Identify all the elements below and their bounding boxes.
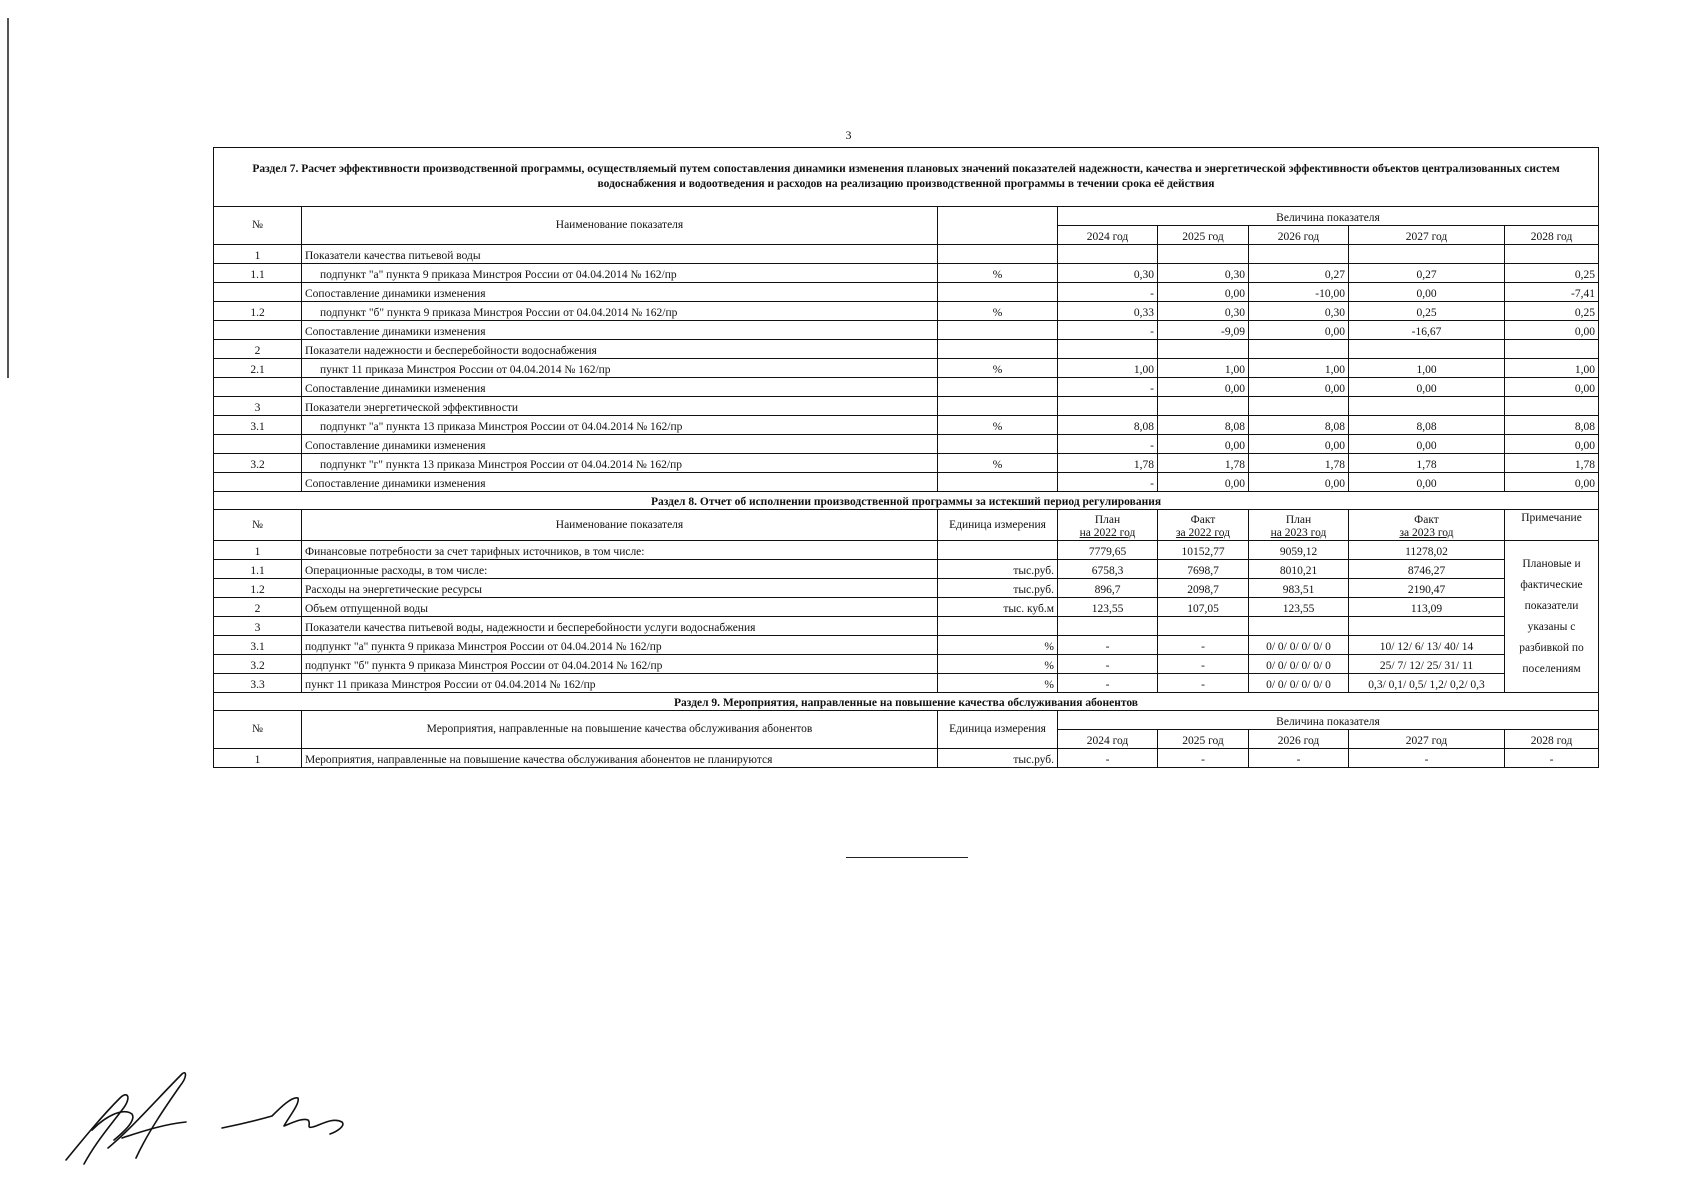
- row-number: 3.2: [214, 454, 302, 473]
- indicator-name: Финансовые потребности за счет тарифных источников, в том числе:: [302, 541, 938, 560]
- unit-cell: %: [938, 674, 1058, 693]
- value-cell: 0,00: [1249, 378, 1349, 397]
- value-cell: 0/ 0/ 0/ 0/ 0/ 0: [1249, 655, 1349, 674]
- row-number: 1.1: [214, 560, 302, 579]
- value-cell: -: [1158, 749, 1249, 768]
- indicator-name: подпункт "б" пункта 9 приказа Минстроя России от 04.04.2014 № 162/пр: [302, 655, 938, 674]
- row-number: 2.1: [214, 359, 302, 378]
- s8-period-header: [1158, 510, 1249, 541]
- s8-period-header: [1249, 510, 1349, 541]
- indicator-name: Сопоставление динамики изменения: [302, 473, 938, 492]
- row-number: [214, 283, 302, 302]
- row-number: 1: [214, 541, 302, 560]
- s7-table-row: [214, 435, 1599, 454]
- s9-year-header: 2024 год: [1058, 730, 1158, 749]
- s7-table-row: [214, 416, 1599, 435]
- value-cell: 0,00: [1505, 435, 1599, 454]
- s8-table-row: [214, 598, 1599, 617]
- s7-table-row: [214, 245, 1599, 264]
- unit-cell: %: [938, 454, 1058, 473]
- s8-period-header: [1349, 510, 1505, 541]
- indicator-name: пункт 11 приказа Минстроя России от 04.04.2014 № 162/пр: [302, 359, 938, 378]
- s7-year-header: 2026 год: [1249, 226, 1349, 245]
- value-cell: [1349, 245, 1505, 264]
- indicator-name: пункт 11 приказа Минстроя России от 04.04.2014 № 162/пр: [302, 674, 938, 693]
- s8-period-header-period: на 2023 год: [1270, 527, 1327, 539]
- unit-cell: тыс.руб.: [938, 579, 1058, 598]
- unit-cell: %: [938, 264, 1058, 283]
- section-9-title: Раздел 9. Мероприятия, направленные на повышение качества обслуживания абонентов: [214, 693, 1599, 711]
- indicator-name: Показатели надежности и бесперебойности водоснабжения: [302, 340, 938, 359]
- row-number: 3.1: [214, 416, 302, 435]
- s8-table-row: [214, 579, 1599, 598]
- row-number: 1.1: [214, 264, 302, 283]
- value-cell: 9059,12: [1249, 541, 1349, 560]
- value-cell: 107,05: [1158, 598, 1249, 617]
- value-cell: [1349, 340, 1505, 359]
- s8-col-note-header: Примечание: [1505, 510, 1599, 541]
- value-cell: [1249, 397, 1349, 416]
- s8-period-header-period: за 2023 год: [1399, 527, 1454, 539]
- value-cell: -: [1505, 749, 1599, 768]
- value-cell: 1,78: [1349, 454, 1505, 473]
- s7-table-row: [214, 359, 1599, 378]
- measure-name: Мероприятия, направленные на повышение качества обслуживания абонентов не планируются: [302, 749, 938, 768]
- value-cell: 25/ 7/ 12/ 25/ 31/ 11: [1349, 655, 1505, 674]
- value-cell: [1249, 617, 1349, 636]
- value-cell: 896,7: [1058, 579, 1158, 598]
- value-cell: 1,78: [1505, 454, 1599, 473]
- s8-table-row: [214, 674, 1599, 693]
- indicator-name: подпункт "г" пункта 13 приказа Минстроя России от 04.04.2014 № 162/пр: [302, 454, 938, 473]
- value-cell: 0,00: [1158, 378, 1249, 397]
- value-cell: [1058, 340, 1158, 359]
- value-cell: 0,00: [1349, 283, 1505, 302]
- value-cell: 113,09: [1349, 598, 1505, 617]
- row-number: 1: [214, 749, 302, 768]
- section-7-title: Раздел 7. Расчет эффективности производственной программы, осуществляемый путем сопоставления динамики изменения плановых значений показателей надежности, качества и энергетической эффективности объектов централизованных систем водоснабжения и водоотведения и расходов на реализацию производственной программы в течении срока её действия: [214, 148, 1599, 207]
- s7-table-row: [214, 283, 1599, 302]
- s9-col-unit-header: Единица измерения: [938, 711, 1058, 749]
- value-cell: 7698,7: [1158, 560, 1249, 579]
- value-cell: -: [1058, 283, 1158, 302]
- s8-col-no-header: №: [214, 510, 302, 541]
- s9-year-header: 2025 год: [1158, 730, 1249, 749]
- value-cell: 0,30: [1058, 264, 1158, 283]
- s8-period-header-period: за 2022 год: [1175, 527, 1231, 539]
- indicator-name: Сопоставление динамики изменения: [302, 378, 938, 397]
- section-9-title-row: [214, 693, 1599, 711]
- value-cell: 1,78: [1158, 454, 1249, 473]
- indicator-name: Показатели качества питьевой воды, надежности и бесперебойности услуги водоснабжения: [302, 617, 938, 636]
- unit-cell: [938, 340, 1058, 359]
- value-cell: 8,08: [1249, 416, 1349, 435]
- s7-year-header: 2028 год: [1505, 226, 1599, 245]
- indicator-name: Расходы на энергетические ресурсы: [302, 579, 938, 598]
- row-number: [214, 473, 302, 492]
- value-cell: 1,00: [1249, 359, 1349, 378]
- indicator-name: Показатели качества питьевой воды: [302, 245, 938, 264]
- value-cell: 0/ 0/ 0/ 0/ 0/ 0: [1249, 674, 1349, 693]
- unit-cell: %: [938, 302, 1058, 321]
- indicator-name: подпункт "а" пункта 9 приказа Минстроя России от 04.04.2014 № 162/пр: [302, 264, 938, 283]
- value-cell: 0,00: [1349, 435, 1505, 454]
- unit-cell: %: [938, 359, 1058, 378]
- s8-col-unit-header: Единица измерения: [938, 510, 1058, 541]
- s8-period-header-kind: План: [1094, 514, 1121, 526]
- row-number: 3.1: [214, 636, 302, 655]
- unit-cell: [938, 321, 1058, 340]
- value-cell: 10/ 12/ 6/ 13/ 40/ 14: [1349, 636, 1505, 655]
- row-number: 1.2: [214, 302, 302, 321]
- unit-cell: [938, 283, 1058, 302]
- s9-year-header: 2028 год: [1505, 730, 1599, 749]
- section-7-title-row: [214, 148, 1599, 207]
- indicator-name: подпункт "б" пункта 9 приказа Минстроя России от 04.04.2014 № 162/пр: [302, 302, 938, 321]
- closing-rule: [846, 857, 968, 858]
- row-number: 3: [214, 617, 302, 636]
- value-cell: 0,00: [1158, 435, 1249, 454]
- value-cell: -16,67: [1349, 321, 1505, 340]
- value-cell: 0,00: [1158, 283, 1249, 302]
- value-cell: [1058, 617, 1158, 636]
- indicator-name: подпункт "а" пункта 13 приказа Минстроя России от 04.04.2014 № 162/пр: [302, 416, 938, 435]
- s7-table-row: [214, 397, 1599, 416]
- value-cell: -9,09: [1158, 321, 1249, 340]
- value-cell: 10152,77: [1158, 541, 1249, 560]
- value-cell: [1249, 245, 1349, 264]
- row-number: [214, 435, 302, 454]
- s8-table-row: [214, 636, 1599, 655]
- indicator-name: Сопоставление динамики изменения: [302, 435, 938, 454]
- s7-table-row: [214, 378, 1599, 397]
- value-cell: 8,08: [1505, 416, 1599, 435]
- value-cell: 0,27: [1349, 264, 1505, 283]
- s8-note: Плановые и фактические показатели указаны с разбивкой по поселениям: [1505, 541, 1599, 693]
- s9-year-header: 2026 год: [1249, 730, 1349, 749]
- value-cell: [1158, 397, 1249, 416]
- value-cell: 983,51: [1249, 579, 1349, 598]
- s9-year-header: 2027 год: [1349, 730, 1505, 749]
- value-cell: 0,3/ 0,1/ 0,5/ 1,2/ 0,2/ 0,3: [1349, 674, 1505, 693]
- value-cell: -: [1349, 749, 1505, 768]
- value-cell: -10,00: [1249, 283, 1349, 302]
- s8-table-row: [214, 560, 1599, 579]
- value-cell: -: [1058, 749, 1158, 768]
- value-cell: -: [1058, 674, 1158, 693]
- value-cell: 0,27: [1249, 264, 1349, 283]
- s9-table-row: [214, 749, 1599, 768]
- handwritten-signature: [62, 1068, 422, 1178]
- s7-col-unit-header: [938, 207, 1058, 245]
- s7-year-header: 2024 год: [1058, 226, 1158, 245]
- row-number: 2: [214, 340, 302, 359]
- indicator-name: подпункт "а" пункта 9 приказа Минстроя России от 04.04.2014 № 162/пр: [302, 636, 938, 655]
- s8-table-row: [214, 541, 1599, 560]
- value-cell: 0,00: [1349, 473, 1505, 492]
- unit-cell: [938, 245, 1058, 264]
- s8-period-header-kind: Факт: [1190, 514, 1216, 526]
- report-table-body: [214, 148, 1599, 768]
- s8-table-row: [214, 617, 1599, 636]
- value-cell: 2098,7: [1158, 579, 1249, 598]
- report-sheet: [213, 147, 1598, 768]
- value-cell: 0,00: [1505, 321, 1599, 340]
- value-cell: -: [1158, 636, 1249, 655]
- section-8-header-row: [214, 510, 1599, 541]
- s7-col-value-header: Величина показателя: [1058, 207, 1599, 226]
- row-number: [214, 321, 302, 340]
- unit-cell: [938, 473, 1058, 492]
- s8-period-header: [1058, 510, 1158, 541]
- s7-table-row: [214, 264, 1599, 283]
- unit-cell: [938, 378, 1058, 397]
- s7-col-no-header: №: [214, 207, 302, 245]
- section-8-title-row: [214, 492, 1599, 510]
- s7-table-row: [214, 340, 1599, 359]
- section-8-title: Раздел 8. Отчет об исполнении производственной программы за истекший период регулирования: [214, 492, 1599, 510]
- value-cell: 8746,27: [1349, 560, 1505, 579]
- s7-year-header: 2027 год: [1349, 226, 1505, 245]
- value-cell: -: [1058, 321, 1158, 340]
- s8-period-header-period: на 2022 год: [1079, 527, 1136, 539]
- s7-table-row: [214, 454, 1599, 473]
- value-cell: 8010,21: [1249, 560, 1349, 579]
- value-cell: [1249, 340, 1349, 359]
- value-cell: -: [1058, 655, 1158, 674]
- row-number: 3.3: [214, 674, 302, 693]
- value-cell: [1158, 340, 1249, 359]
- value-cell: 0,25: [1349, 302, 1505, 321]
- value-cell: 0,30: [1158, 302, 1249, 321]
- value-cell: 8,08: [1349, 416, 1505, 435]
- s8-period-header-kind: Факт: [1414, 514, 1439, 526]
- row-number: 1.2: [214, 579, 302, 598]
- unit-cell: [938, 541, 1058, 560]
- value-cell: -: [1158, 655, 1249, 674]
- value-cell: 8,08: [1058, 416, 1158, 435]
- value-cell: [1505, 245, 1599, 264]
- indicator-name: Показатели энергетической эффективности: [302, 397, 938, 416]
- row-number: 3: [214, 397, 302, 416]
- value-cell: 1,00: [1349, 359, 1505, 378]
- row-number: 1: [214, 245, 302, 264]
- s7-year-header: 2025 год: [1158, 226, 1249, 245]
- value-cell: 0/ 0/ 0/ 0/ 0/ 0: [1249, 636, 1349, 655]
- value-cell: 1,00: [1158, 359, 1249, 378]
- value-cell: 123,55: [1249, 598, 1349, 617]
- value-cell: 0,30: [1249, 302, 1349, 321]
- value-cell: 0,00: [1505, 378, 1599, 397]
- value-cell: 0,00: [1158, 473, 1249, 492]
- value-cell: 0,25: [1505, 264, 1599, 283]
- s8-table-row: [214, 655, 1599, 674]
- indicator-name: Объем отпущенной воды: [302, 598, 938, 617]
- row-number: 3.2: [214, 655, 302, 674]
- value-cell: 0,00: [1249, 435, 1349, 454]
- value-cell: 6758,3: [1058, 560, 1158, 579]
- unit-cell: %: [938, 636, 1058, 655]
- value-cell: -: [1058, 378, 1158, 397]
- value-cell: [1349, 397, 1505, 416]
- value-cell: 1,78: [1058, 454, 1158, 473]
- s9-col-name-header: Мероприятия, направленные на повышение качества обслуживания абонентов: [302, 711, 938, 749]
- s9-col-no-header: №: [214, 711, 302, 749]
- value-cell: 1,78: [1249, 454, 1349, 473]
- value-cell: [1349, 617, 1505, 636]
- s7-col-name-header: Наименование показателя: [302, 207, 938, 245]
- value-cell: [1158, 617, 1249, 636]
- s8-period-header-kind: План: [1285, 514, 1312, 526]
- value-cell: 0,25: [1505, 302, 1599, 321]
- unit-cell: %: [938, 416, 1058, 435]
- value-cell: 0,00: [1249, 473, 1349, 492]
- value-cell: 2190,47: [1349, 579, 1505, 598]
- unit-cell: тыс.руб.: [938, 560, 1058, 579]
- value-cell: -: [1249, 749, 1349, 768]
- row-number: [214, 378, 302, 397]
- value-cell: [1058, 245, 1158, 264]
- section-9-header-row-1: [214, 711, 1599, 730]
- value-cell: -: [1058, 435, 1158, 454]
- value-cell: -: [1058, 473, 1158, 492]
- indicator-name: Операционные расходы, в том числе:: [302, 560, 938, 579]
- value-cell: 0,30: [1158, 264, 1249, 283]
- s8-col-name-header: Наименование показателя: [302, 510, 938, 541]
- unit-cell: тыс. куб.м: [938, 598, 1058, 617]
- value-cell: [1158, 245, 1249, 264]
- value-cell: 1,00: [1058, 359, 1158, 378]
- unit-cell: [938, 435, 1058, 454]
- value-cell: -7,41: [1505, 283, 1599, 302]
- left-margin-line: [7, 18, 9, 378]
- value-cell: [1505, 397, 1599, 416]
- value-cell: -: [1058, 636, 1158, 655]
- value-cell: 123,55: [1058, 598, 1158, 617]
- s7-table-row: [214, 473, 1599, 492]
- unit-cell: %: [938, 655, 1058, 674]
- report-table: [213, 147, 1599, 768]
- indicator-name: Сопоставление динамики изменения: [302, 321, 938, 340]
- value-cell: [1058, 397, 1158, 416]
- s7-table-row: [214, 302, 1599, 321]
- value-cell: 8,08: [1158, 416, 1249, 435]
- value-cell: 1,00: [1505, 359, 1599, 378]
- value-cell: 11278,02: [1349, 541, 1505, 560]
- unit-cell: [938, 617, 1058, 636]
- unit-cell: [938, 397, 1058, 416]
- value-cell: -: [1158, 674, 1249, 693]
- page-number: 3: [845, 128, 852, 142]
- value-cell: 0,00: [1249, 321, 1349, 340]
- unit-cell: тыс.руб.: [938, 749, 1058, 768]
- value-cell: 0,33: [1058, 302, 1158, 321]
- value-cell: 7779,65: [1058, 541, 1158, 560]
- row-number: 2: [214, 598, 302, 617]
- value-cell: 0,00: [1349, 378, 1505, 397]
- s9-col-value-header: Величина показателя: [1058, 711, 1599, 730]
- value-cell: [1505, 340, 1599, 359]
- indicator-name: Сопоставление динамики изменения: [302, 283, 938, 302]
- s7-table-row: [214, 321, 1599, 340]
- section-7-header-row-1: [214, 207, 1599, 226]
- value-cell: 0,00: [1505, 473, 1599, 492]
